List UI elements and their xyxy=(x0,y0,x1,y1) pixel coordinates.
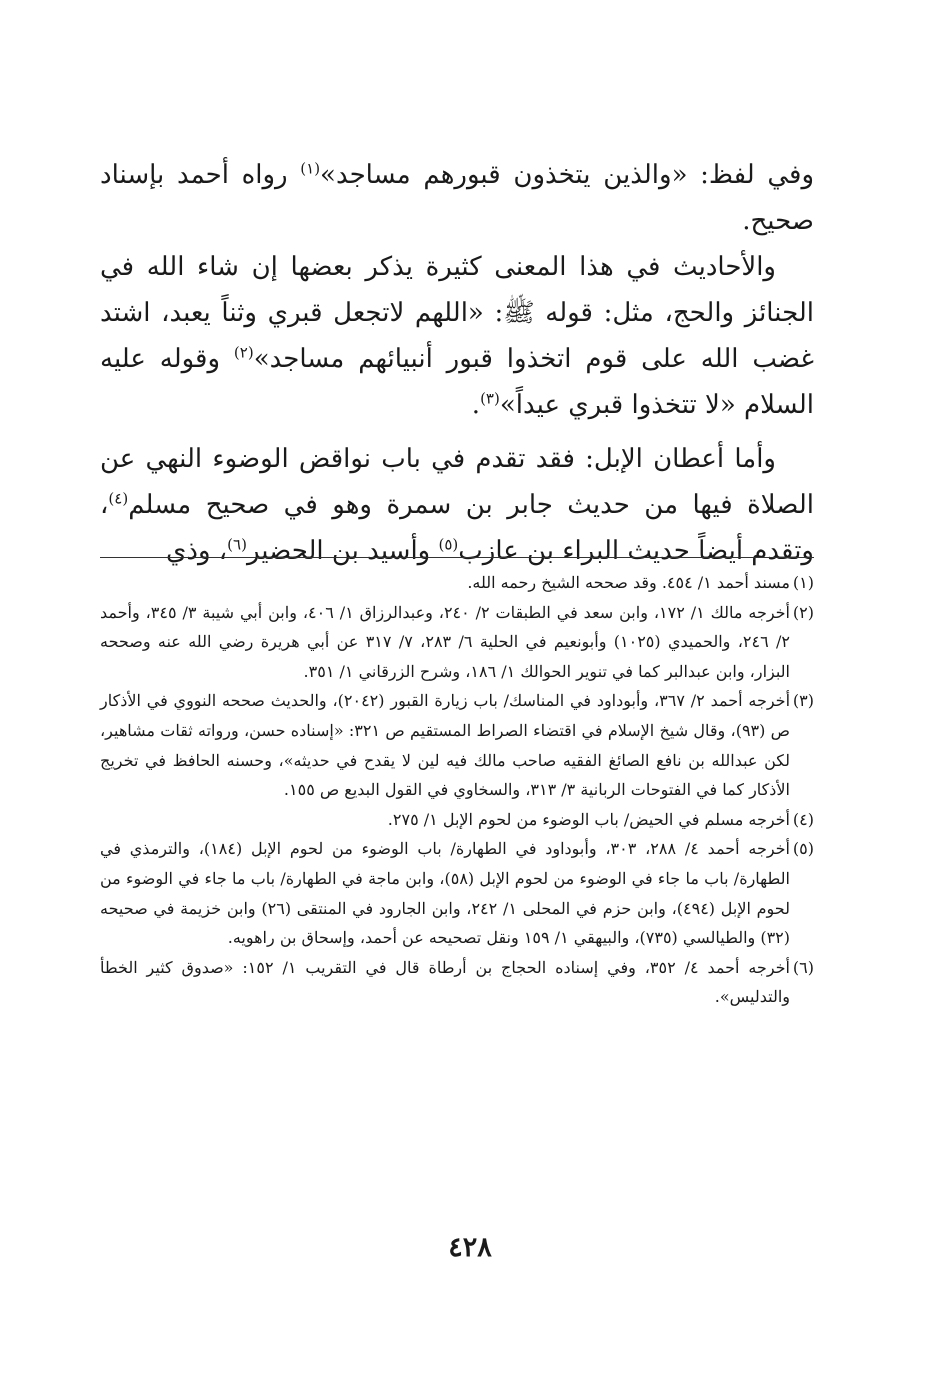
footnote-2 xyxy=(100,598,814,687)
footnote-separator xyxy=(100,557,814,558)
text-segment: ، وتقدم أيضاً حديث البراء بن عازب xyxy=(100,490,814,566)
footnote-number: (٦) xyxy=(792,957,814,977)
page-number: ٤٢٨ xyxy=(448,1232,492,1263)
footnote-3 xyxy=(100,686,814,804)
footnote-number: (٥) xyxy=(792,839,814,859)
text-segment: رواه أحمد بإسناد صحيح. xyxy=(100,160,814,236)
text-segment: . xyxy=(471,390,481,420)
footnote-text: أخرجه مسلم في الحيض/ باب الوضوء من لحوم الإبل ١/ ٢٧٥. xyxy=(387,809,790,829)
text-segment: وأما أعطان الإبل: فقد تقدم في باب نواقض الوضوء النهي عن الصلاة فيها من حديث جابر بن سمرة وهو في صحيح مسلم xyxy=(100,444,814,520)
text-segment: وفي لفظ: «والذين يتخذون قبورهم مساجد» xyxy=(320,160,815,190)
footnote-ref-3[interactable]: (٣) xyxy=(480,389,500,408)
footnote-text: أخرجه مالك ١/ ١٧٢، وابن سعد في الطبقات ٢/ ٢٤٠، وعبدالرزاق ١/ ٤٠٦، وابن أبي شيبة ٣/ ٣٤٥، وأحمد ٢/ ٢٤٦، والحميدي (١٠٢٥) وأبونعيم في الحلية ٦/ ٢٨٣، ٧/ ٣١٧ عن أبي هريرة رضي الله عنه وصححه البزار، وابن عبدالبر كما في تنوير الحوالك ١/ ١٨٦، وشرح الزرقاني ١/ ٣٥١. xyxy=(100,602,791,681)
text-segment: ، وذي xyxy=(166,536,228,566)
main-text xyxy=(100,152,814,574)
text-segment: وقوله عليه السلام «لا تتخذوا قبري عيداً» xyxy=(100,344,814,420)
footnote-number: (٣) xyxy=(792,691,815,711)
footnote-6 xyxy=(100,953,814,1012)
footnote-text: أخرجه أحمد ٢/ ٣٦٧، وأبوداود في المناسك/ باب زيارة القبور (٢٠٤٢)، والحديث صححه النووي في الأذكار ص (٩٣)، وقال شيخ الإسلام في اقتضاء الصراط المستقيم ص ٣٢١: «إسناده حسن، ورواته ثقات مشاهير، لكن عبدالله بن نافع الصائغ الفقيه صاحب مالك فيه لين لا يقدح في حديثه»، وحسنه الحافظ في تخريج الأذكار كما في الفتوحات الربانية ٣/ ٣١٣، والسخاوي في القول البديع ص ١٥٥. xyxy=(100,691,791,800)
footnote-number: (٢) xyxy=(792,602,814,622)
footnote-ref-6[interactable]: (٦) xyxy=(227,535,247,554)
footnote-5 xyxy=(100,834,814,952)
footnote-ref-1[interactable]: (١) xyxy=(300,159,321,178)
footnote-4 xyxy=(100,805,814,835)
footnote-text: مسند أحمد ١/ ٤٥٤. وقد صححه الشيخ رحمه الله. xyxy=(467,573,790,592)
footnote-ref-4[interactable]: (٤) xyxy=(108,489,129,508)
footnote-text: أخرجه أحمد ٤/ ٣٥٢، وفي إسناده الحجاج بن أرطاة قال في التقريب ١/ ١٥٢: «صدوق كثير الخطأ والتدليس». xyxy=(100,957,790,1007)
paragraph-2 xyxy=(100,244,814,428)
footnote-ref-5[interactable]: (٥) xyxy=(438,535,459,554)
paragraph-3 xyxy=(100,436,814,574)
text-segment: وأسيد بن الحضير xyxy=(246,536,439,566)
paragraph-1 xyxy=(100,152,814,244)
footnote-1 xyxy=(100,568,814,598)
footnotes-section xyxy=(100,568,814,1012)
text-segment: والأحاديث في هذا المعنى كثيرة يذكر بعضها إن شاء الله في الجنائز والحج، مثل: قوله ﷺ: «اللهم لاتجعل قبري وثناً يعبد، اشتد غضب الله على قوم اتخذوا قبور أنبيائهم مساجد» xyxy=(100,252,814,374)
footnote-number: (١) xyxy=(792,573,814,592)
footnote-ref-2[interactable]: (٢) xyxy=(233,343,254,362)
footnote-number: (٤) xyxy=(792,809,814,829)
footnote-text: أخرجه أحمد ٤/ ٢٨٨، ٣٠٣، وأبوداود في الطهارة/ باب الوضوء من لحوم الإبل (١٨٤)، والترمذي في الطهارة/ باب ما جاء في الوضوء من لحوم الإبل (٥٨)، وابن ماجة في الطهارة/ باب ما جاء في الوضوء من لحوم الإبل (٤٩٤)، وابن حزم في المحلى ١/ ٢٤٢، وابن الجارود في المنتقى (٢٦) وابن خزيمة في صحيحه (٣٢) والطيالسي (٧٣٥)، والبيهقي ١/ ١٥٩ ونقل تصحيحه عن أحمد، وإسحاق بن راهويه. xyxy=(100,839,791,948)
